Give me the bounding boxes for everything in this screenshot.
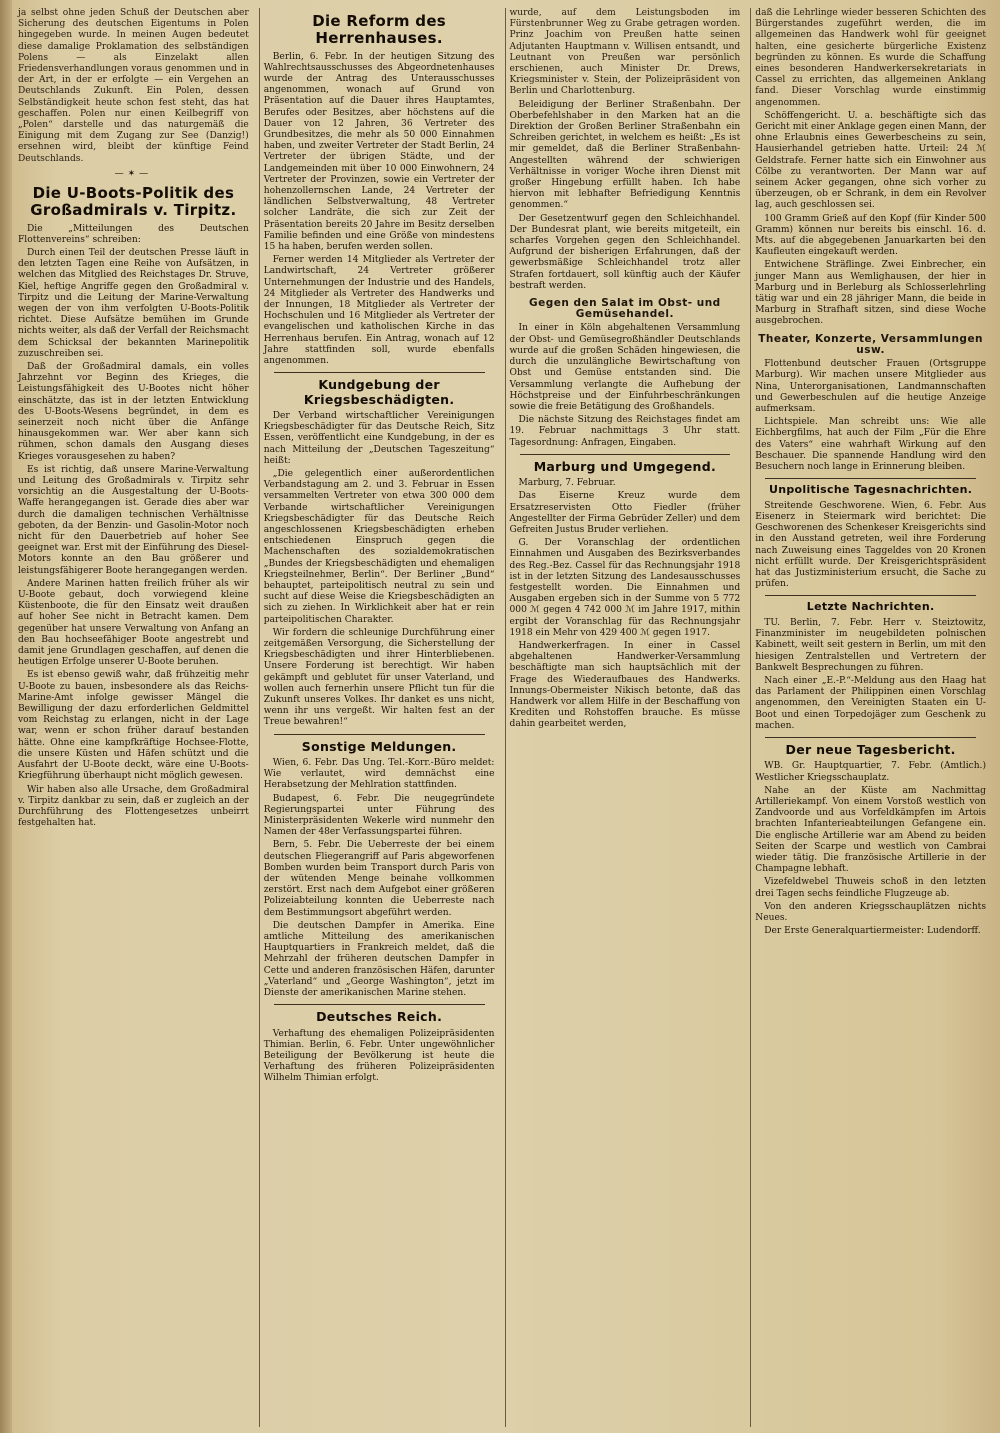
paragraph: Streitende Geschworene. Wien, 6. Febr. Aus Eisenerz in Steiermark wird berichtet: Die Geschworenen des Schenkeser Kreisgerichts sind in den Ausstand getreten, weil ihre Forderung nach Zuweisung eines Taggeldes von 20 Kronen nicht erfüllt wurde. Der Kreisgerichtspräsident hat das Justizministerium ersucht, die Sache zu prüfen.	[755, 500, 986, 590]
headline-kriegsbeschaedigte: Kundgebung der Kriegsbeschädigten.	[303, 377, 455, 407]
paragraph: Andere Marinen hatten freilich früher als wir U-Boote gebaut, doch vorwiegend kleine Küstenboote, die für den Einsatz weit draußen auf hoher See nicht in Betracht kamen. Dem gegenüber hat unsere Verwaltung von Anfang an den Bau hochseefähiger Boote angestrebt und damit jene Grundlagen geschaffen, auf denen die heutigen Erfolge unserer U-Boote beruhen.	[18, 578, 249, 668]
headline-letzte-nachrichten: Letzte Nachrichten.	[806, 600, 935, 614]
paragraph: „Die gelegentlich einer außerordentlichen Verbandstagung am 2. und 3. Februar in Essen versammelten Vertreter von etwa 300 000 dem Verbande wirtschaftlicher Vereinigungen Kriegsbeschädigter für das Deutsche Reich angeschlossenen Kriegsbeschädigten erheben entschiedenen Einspruch gegen die Machenschaften des sozialdemokratischen „Bundes der Kriegsbeschädigten und ehemaligen Kriegsteilnehmer, Berlin“. Der Berliner „Bund“ behauptet, parteipolitisch neutral zu sein und sucht auf diese Weise die Kriegsbeschädigten an sich zu ziehen. In Wirklichkeit aber hat er rein parteipolitischen Charakter.	[263, 468, 495, 625]
paragraph: WB. Gr. Hauptquartier, 7. Febr. (Amtlich.) Westlicher Kriegsschauplatz.	[755, 761, 986, 783]
paragraph: Die „Mitteilungen des Deutschen Flottenvereins“ schreiben:	[18, 223, 249, 245]
paragraph: Wien, 6. Febr. Das Ung. Tel.-Korr.-Büro meldet: Wie verlautet, wird demnächst eine Herabsetzung der Mehlration stattfinden.	[263, 758, 495, 791]
paragraph: daß die Lehrlinge wieder besseren Schichten des Bürgerstandes zugeführt werden, die im allgemeinen das Handwerk wohl für geeignet halten, eine gesicherte bürgerliche Existenz begründen zu können. Es wurde die Schaffung eines besonderen Handwerkersekretariats in Cassel zu errichten, das allgemeinen Anklang fand. Dieser Vorschlag wurde einstimmig angenommen.	[755, 8, 986, 108]
column-4	[750, 8, 990, 1427]
section-divider	[274, 734, 485, 735]
paragraph: Verhaftung des ehemaligen Polizeipräsidenten Thimian. Berlin, 6. Febr. Unter ungewöhnlicher Beteiligung der Bevölkerung ist heute die Verhaftung des früheren Polizeipräsidenten Wilhelm Thimian erfolgt.	[263, 1028, 495, 1084]
section-divider	[765, 478, 976, 479]
subheadline-obst-gemuese: Gegen den Salat im Obst- und Gemüsehandel.	[529, 297, 721, 321]
paragraph: Von den anderen Kriegsschauplätzen nichts Neues.	[755, 901, 986, 924]
paragraph: Wir fordern die schleunige Durchführung einer zeitgemäßen Versorgung, die Sicherstellung der Kriegsbeschädigten und ihrer Hinterbliebenen. Unsere Forderung ist berechtigt. Wir haben gekämpft und geblutet für unser Vaterland, und wollen auch fernerhin unsere Pflicht tun für die Zukunft unseres Volkes. Ihr danket es uns nicht, wenn ihr uns vergeßt. Wir halten fest an der Treue bewahren!“	[263, 627, 495, 728]
paragraph: Die deutschen Dampfer in Amerika. Eine amtliche Mitteilung des amerikanischen Hauptquartiers in Frankreich meldet, daß die Mehrzahl der früheren deutschen Dampfer in Cette und anderen französischen Häfen, darunter „Vaterland“ und „George Washington“, jetzt im Dienste der amerikanischen Marine stehen.	[263, 920, 495, 999]
paragraph: Budapest, 6. Febr. Die neugegründete Regierungspartei unter Führung des Ministerpräsidenten Wekerle wird nunmehr den Namen der 48er Verfassungspartei führen.	[263, 793, 495, 838]
paragraph: Lichtspiele. Man schreibt uns: Wie alle Eichbergfilms, hat auch der Film „Für die Ehre des Vaters“ eine wahrhaft Wirkung auf den Beschauer. Die spannende Handlung wird den Besuchern noch lange in Erinnerung bleiben.	[755, 417, 986, 472]
paragraph: Das Eiserne Kreuz wurde dem Ersatzreservisten Otto Fiedler (früher Angestellter der Firma Gebrüder Zeller) und dem Gefreiten Justus Bruder verliehen.	[509, 491, 741, 535]
paragraph: Flottenbund deutscher Frauen (Ortsgruppe Marburg). Wir machen unsere Mitglieder aus Nina, Unterorganisationen, Landmannschaften und Gewerbeschulen auf die heutige Anzeige aufmerksam.	[755, 359, 986, 414]
separator-star: —✶—	[114, 168, 153, 179]
paragraph: Der Gesetzentwurf gegen den Schleichhandel. Der Bundesrat plant, wie bereits mitgeteilt, ein scharfes Vorgehen gegen den Schleichhandel. Aufgrund der bisherigen Erfahrungen, daß der gewerbsmäßige Schleichhandel trotz aller Strafen fortdauert, soll künftig auch der Käufer bestraft werden.	[509, 213, 741, 291]
paragraph: 100 Gramm Grieß auf den Kopf (für Kinder 500 Gramm) können nur bereits bis einschl. 16. d. Mts. auf die abgegebenen Januarkarten bei den Kaufleuten eingekauft werden.	[755, 213, 986, 258]
paragraph: Der Verband wirtschaftlicher Vereinigungen Kriegsbeschädigter für das Deutsche Reich, Sitz Essen, veröffentlicht eine Kundgebung, in der es nach Mitteilung der „Deutschen Tageszeitung“ heißt:	[263, 410, 495, 466]
headline-unpolitische: Unpolitische Tagesnachrichten.	[769, 483, 973, 497]
subheadline-theater: Theater, Konzerte, Versammlungen usw.	[758, 332, 984, 356]
paragraph: Beleidigung der Berliner Straßenbahn. Der Oberbefehlshaber in den Marken hat an die Direktion der Großen Berliner Straßenbahn ein Schreiben gerichtet, in welchem es heißt: „Es ist mir gemeldet, daß die Berliner Straßenbahn-Angestellten während der schwierigen Verhältnisse in voriger Woche ihren Dienst mit großer Hingebung erfüllt haben. Ich habe hiervon mit lebhafter Befriedigung Kenntnis genommen.“	[509, 99, 741, 211]
section-divider	[765, 595, 976, 596]
headline-tagesbericht: Der neue Tagesbericht.	[785, 742, 956, 758]
headline-marburg: Marburg und Umgegend.	[533, 458, 717, 474]
section-divider	[520, 454, 731, 455]
paragraph: wurde, auf dem Leistungsboden im Fürstenbrunner Weg zu Grabe getragen worden. Prinz Joachim von Preußen hatte seinen Adjutanten Hauptmann v. Willisen entsandt, und Leutnant von Preußen war persönlich erschienen, auch Minister Dr. Drews, Kriegsminister v. Stein, der Polizeipräsident von Berlin und Charlottenburg.	[509, 8, 741, 97]
paragraph: Durch einen Teil der deutschen Presse läuft in den letzten Tagen eine Reihe von Aufsätzen, in welchen das Mitglied des Reichstages Dr. Struve, Kiel, heftige Angriffe gegen den Großadmiral v. Tirpitz und die Leitung der Marine-Verwaltung wegen der von ihm verfolgten U-Boots-Politik richtet. Diese Aufsätze bemühen im Grunde nichts weiter, als daß der Verfall der Reichsmacht dem Schicksal der bekannten Marinepolitik zuzuschreiben sei.	[18, 247, 249, 359]
signature-line: Der Erste Generalquartiermeister: Ludendorff.	[764, 926, 981, 937]
section-divider	[274, 372, 485, 373]
paragraph: G. Der Voranschlag der ordentlichen Einnahmen und Ausgaben des Bezirksverbandes des Reg.-Bez. Cassel für das Rechnungsjahr 1918 ist in der letzten Sitzung des Landesausschusses festgestellt worden. Die Einnahmen und Ausgaben ergeben sich in der Summe von 5 772 000 ℳ gegen 4 742 000 ℳ im Jahre 1917, mithin ergibt der Voranschlag für das Rechnungsjahr 1918 ein Mehr von 429 400 ℳ gegen 1917.	[509, 538, 741, 638]
headline-sonstige-meldungen: Sonstige Meldungen.	[301, 738, 457, 754]
section-divider	[274, 1004, 485, 1005]
paragraph: Die nächste Sitzung des Reichstages findet am 19. Februar nachmittags 3 Uhr statt. Tagesordnung: Anfragen, Eingaben.	[509, 415, 741, 448]
dateline: Marburg, 7. Februar.	[518, 478, 616, 489]
paragraph: Ferner werden 14 Mitglieder als Vertreter der Landwirtschaft, 24 Vertreter größerer Unternehmungen der Industrie und des Handels, 24 Mitglieder als Vertreter des Handwerks und der Innungen, 18 Mitglieder als Vertreter der Hochschulen und 16 Mitglieder als Vertreter der evangelischen und katholischen Kirche in das Herrenhaus berufen. Ein Antrag, wonach auf 12 Jahre stattfinden soll, wurde ebenfalls angenommen.	[263, 255, 495, 366]
article-continuation: ja selbst ohne jeden Schuß der Deutschen aber Sicherung des deutschen Eigentums in Polen hingegeben wurde. In meinen Augen bedeutet diese damalige Proklamation des selbständigen Polens — als Einzelakt allen Friedensverhandlungen voraus genommen und in der Art, in der er erfolgte — ein Vergehen an Deutschlands Zukunft. Ein Polen, dessen Selbständigkeit heute schon fest steht, das hat geschaffen. Polen nur einen Keilbegriff von „Polen“ darstelle und das naturgemäß die Einigung mit dem Zugang zur See (Danzig!) ersehnen wird, bleibt der künftige Feind Deutschlands.	[18, 8, 249, 164]
paragraph: Berlin, 6. Febr. In der heutigen Sitzung des Wahlrechtsausschusses des Abgeordnetenhauses wurde der Antrag des Unterausschusses angenommen, wonach auf Grund von Präsentation auf die Dauer ihres Hauptamtes, Berufes oder Besitzes, aber höchstens auf die Dauer von 12 Jahren, 36 Vertreter des Grundbesitzes, die mehr als 50 000 Einnahmen haben, und zweiter Vertreter der Stadt Berlin, 24 Vertreter der übrigen Städte, und der Landgemeinden mit über 10 000 Einwohnern, 24 Vertreter der Provinzen, sowie ein Vertreter der hohenzollernschen Lande, 24 Vertreter der ländlichen Selbstverwaltung, 48 Vertreter solcher Landräte, die sich zur Zeit der Präsentation bereits 20 Jahre im Besitz derselben Familie befinden und eine Größe von mindestens 15 ha haben, berufen werden sollen.	[263, 51, 495, 252]
paragraph: Handwerkerfragen. In einer in Cassel abgehaltenen Handwerker-Versammlung beschäftigte man sich hauptsächlich mit der Frage des Wiederaufbaues des Handwerks. Innungs-Obermeister Nikisch betonte, daß das Handwerk vor allem Hilfe in der Beschaffung von Krediten und Rohstoffen brauche. Es müsse dahin gearbeitet werden,	[509, 640, 741, 730]
paragraph: Daß der Großadmiral damals, ein volles Jahrzehnt vor Beginn des Krieges, die Leistungsfähigkeit des U-Bootes nicht höher einschätzte, das ist in der letzten Entwicklung des U-Boots-Wesens begründet, in dem es seinerzeit noch nicht über die Anfänge hinausgekommen war. Wer aber kann sich rühmen, schon damals den Ausgang dieses Krieges vorausgesehen zu haben?	[18, 361, 249, 462]
paragraph: Nach einer „E.-P.“-Meldung aus den Haag hat das Parlament der Philippinen einen Vorschlag angenommen, den Vereinigten Staaten ein U-Boot und einen Torpedojäger zum Geschenk zu machen.	[755, 676, 986, 731]
page-binding-edge	[0, 0, 12, 1433]
paragraph: Bern, 5. Febr. Die Ueberreste der bei einem deutschen Fliegerangriff auf Paris abgeworfenen Bomben wurden beim Transport durch Paris von der wütenden Menge beinahe vollkommen zerstört. Erst nach dem Aufgebot einer größeren Polizeiabteilung konnten die Ueberreste nach dem Bestimmungsort abgeführt werden.	[263, 840, 495, 918]
column-3	[505, 8, 745, 1427]
paragraph: Es ist ebenso gewiß wahr, daß frühzeitig mehr U-Boote zu bauen, insbesondere als das Reichs-Marine-Amt infolge gewisser Mängel die Bewilligung der dazu erforderlichen Geldmittel vom Reichstag zu erlangen, nicht in der Lage war, wenn er schon früher darauf bestanden hätte. Ohne eine kampfkräftige Hochsee-Flotte, die unsere Küsten und Häfen schützt und die Ausfahrt der U-Boote deckt, wäre eine U-Boots-Kriegführung überhaupt nicht möglich gewesen.	[18, 670, 249, 782]
column-2	[259, 8, 499, 1427]
headline-deutsches-reich: Deutsches Reich.	[316, 1009, 443, 1025]
paragraph: In einer in Köln abgehaltenen Versammlung der Obst- und Gemüsegroßhändler Deutschlands wurde auf die großen Schäden hingewiesen, die durch die unzulängliche Bewirtschaftung von Obst und Gemüse entstanden sind. Die Versammlung verlangte die Aufhebung der Höchstpreise und der Einfuhrbeschränkungen sowie die freie Betätigung des Großhandels.	[509, 323, 741, 412]
column-container	[14, 8, 990, 1427]
headline-u-boots-politik: Die U-Boots-Politik des Großadmirals v. Tirpitz.	[30, 184, 237, 220]
paragraph: Schöffengericht. U. a. beschäftigte sich das Gericht mit einer Anklage gegen einen Mann, der ohne Erlaubnis eines Gewerbescheins zu sein, Hausierhandel getrieben hatte. Urteil: 24 ℳ Geldstrafe. Ferner hatte sich ein Einwohner aus Cölbe zu verantworten. Der Mann war auf seinem Acker gegangen, ohne sich vorher zu überzeugen, ob er Schrank, in dem ein Revolver lag, auch geschlossen sei.	[755, 110, 986, 211]
paragraph: Vizefeldwebel Thuweis schoß in den letzten drei Tagen sechs feindliche Flugzeuge ab.	[755, 877, 986, 899]
paragraph: Wir haben also alle Ursache, dem Großadmiral v. Tirpitz dankbar zu sein, daß er zugleich an der Durchführung des Flottengesetzes unbeirrt festgehalten hat.	[18, 784, 249, 829]
paragraph: Es ist richtig, daß unsere Marine-Verwaltung und Leitung des Großadmirals v. Tirpitz sehr vorsichtig an die Ausgestaltung der U-Boots-Waffe herangegangen ist. Gerade dies aber war durch die damaligen technischen Verhältnisse geboten, da der Benzin- und Gasolin-Motor noch nicht für den Dauerbetrieb auf hoher See geeignet war. Erst mit der Einführung des Diesel-Motors konnte an den Bau größerer und leistungsfähigerer Boote herangegangen werden.	[18, 464, 249, 576]
section-divider	[765, 737, 976, 738]
column-1	[14, 8, 253, 1427]
paragraph: TU. Berlin, 7. Febr. Herr v. Steiztowitz, Finanzminister im neugebildeten polnischen Kabinett, weilt seit gestern in Berlin, um mit den hiesigen Zentralstellen und Vertretern der Bankwelt Besprechungen zu führen.	[755, 618, 986, 673]
paragraph: Entwichene Sträflinge. Zwei Einbrecher, ein junger Mann aus Wemlighausen, der hier in Marburg und in Berleburg als Schlosserlehrling tätig war und ein 28 jähriger Mann, die beide in Marburg in Strafhaft sitzen, sind diese Woche ausgebrochen.	[755, 260, 986, 327]
paragraph: Nahe an der Küste am Nachmittag Artilleriekampf. Von einem Vorstoß westlich von Zandvoorde und aus Vorfeldkämpfen im Artois brachten Infanterieabteilungen Gefangene ein. Die englische Artillerie war am Abend zu beiden Seiten der Scarpe und westlich von Cambrai wieder tätig. Die französische Artillerie in der Champagne lebhaft.	[755, 785, 986, 875]
headline-herrenhaus: Die Reform des Herrenhauses.	[312, 12, 447, 48]
